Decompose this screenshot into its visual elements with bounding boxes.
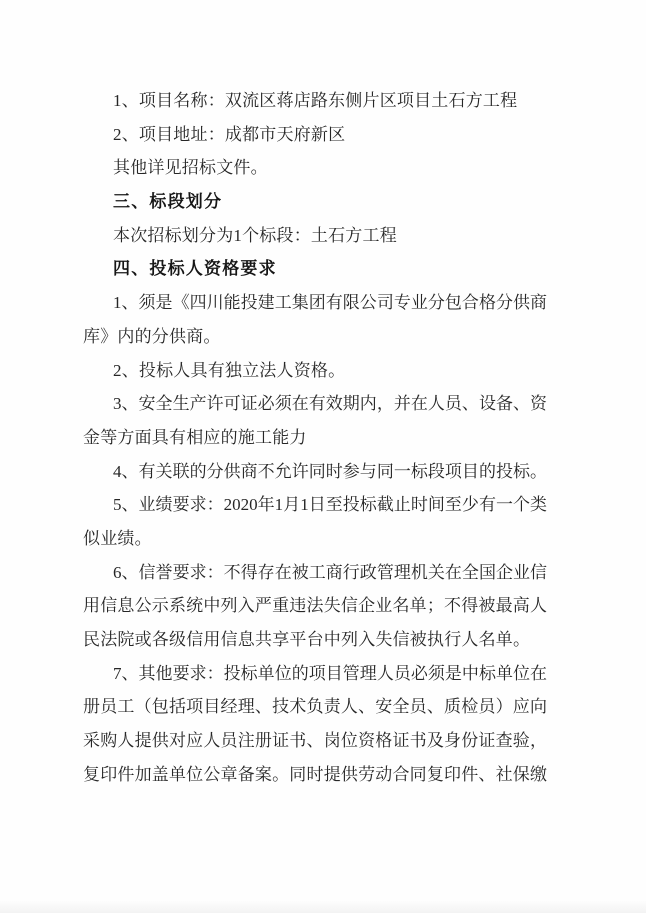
paragraph-bid-section-info [83, 219, 547, 253]
heading-section-3 [83, 185, 547, 219]
text-line: 用信息公示系统中列入严重违法失信企业名单；不得被最高人 [83, 596, 547, 616]
text-line: 6、信誉要求：不得存在被工商行政管理机关在全国企业信 [113, 562, 547, 582]
paragraph-project-name [83, 84, 547, 118]
text-line: 7、其他要求：投标单位的项目管理人员必须是中标单位在 [113, 663, 547, 683]
text-line: 采购人提供对应人员注册证书、岗位资格证书及身份证查验， [83, 731, 547, 751]
text-line: 4、有关联的分供商不允许同时参与同一标段项目的投标。 [113, 461, 547, 481]
text-line: 册员工（包括项目经理、技术负责人、安全员、质检员）应向 [83, 697, 547, 717]
scan-edge-shadow [0, 900, 646, 913]
document-content [83, 84, 547, 791]
paragraph-requirement-3 [83, 387, 547, 454]
text-line: 似业绩。 [83, 528, 152, 548]
text-line: 2、投标人具有独立法人资格。 [113, 360, 346, 380]
text-line: 2、项目地址：成都市天府新区 [113, 124, 346, 144]
text-line: 本次招标划分为1个标段：土石方工程 [113, 225, 397, 245]
text-line: 1、项目名称：双流区蒋店路东侧片区项目土石方工程 [113, 91, 518, 110]
heading-line: 三、标段划分 [113, 192, 223, 212]
text-line: 库》内的分供商。 [83, 326, 221, 346]
heading-section-4 [83, 252, 547, 286]
heading-line: 四、投标人资格要求 [113, 259, 277, 279]
text-line: 3、安全生产许可证必须在有效期内，并在人员、设备、资 [113, 394, 547, 414]
paragraph-requirement-5 [83, 488, 547, 555]
paragraph-requirement-1 [83, 286, 547, 353]
paragraph-project-address [83, 118, 547, 152]
text-line: 其他详见招标文件。 [113, 158, 268, 178]
text-line: 1、须是《四川能投建工集团有限公司专业分包合格分供商 [113, 293, 547, 313]
paragraph-requirement-2 [83, 354, 547, 388]
paragraph-requirement-6 [83, 556, 547, 657]
text-line: 5、业绩要求：2020年1月1日至投标截止时间至少有一个类 [113, 495, 547, 515]
text-line: 民法院或各级信用信息共享平台中列入失信被执行人名单。 [83, 630, 531, 649]
paragraph-other-details [83, 151, 547, 185]
text-line: 金等方面具有相应的施工能力 [83, 427, 307, 447]
text-line: 复印件加盖单位公章备案。同时提供劳动合同复印件、社保缴 [83, 764, 547, 784]
paragraph-requirement-4 [83, 455, 547, 489]
paragraph-requirement-7 [83, 657, 547, 792]
